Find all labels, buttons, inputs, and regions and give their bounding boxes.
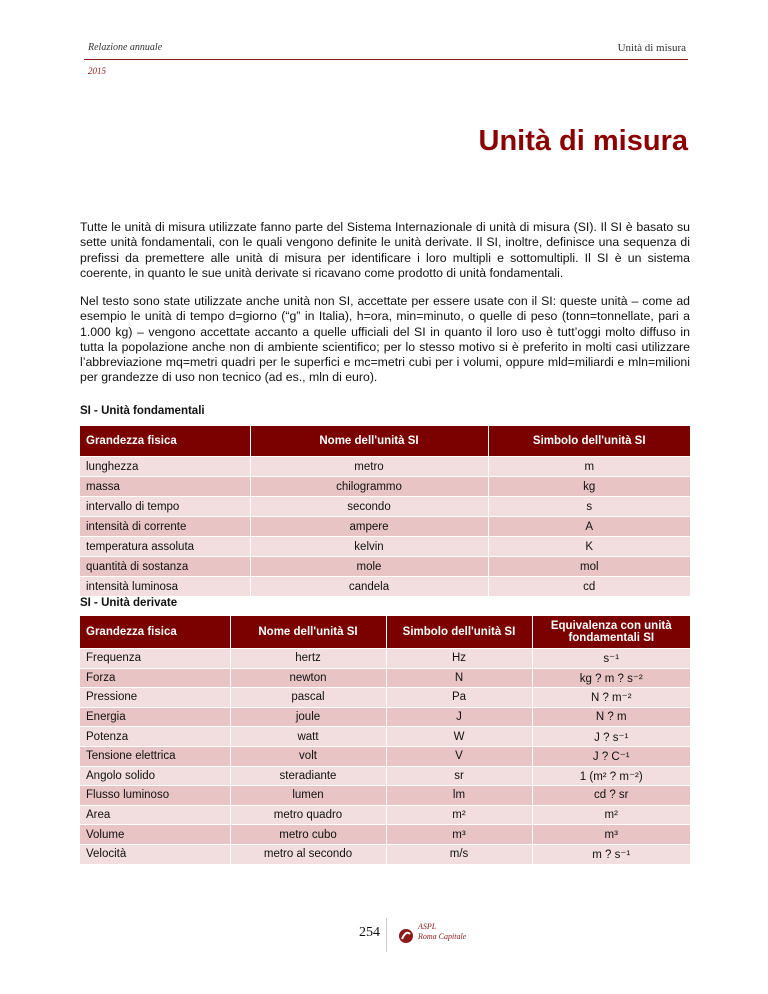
table-cell: m²: [532, 805, 690, 825]
table-cell: Frequenza: [80, 649, 230, 669]
table-cell: m³: [386, 825, 532, 845]
table-cell: A: [488, 517, 690, 537]
table-cell: Tensione elettrica: [80, 746, 230, 766]
logo-line-1: ASPL: [418, 922, 437, 931]
table-cell: metro: [250, 457, 488, 477]
table-cell: intensità di corrente: [80, 517, 250, 537]
table-cell: kelvin: [250, 537, 488, 557]
table-cell: J ? C⁻¹: [532, 746, 690, 766]
table-cell: metro cubo: [230, 825, 386, 845]
table-cell: kg ? m ? s⁻²: [532, 668, 690, 688]
table-row: [80, 517, 690, 537]
table-cell: ampere: [250, 517, 488, 537]
table-row: [80, 457, 690, 477]
column-header: Nome dell'unità SI: [230, 616, 386, 649]
table-cell: pascal: [230, 688, 386, 708]
table-cell: Pressione: [80, 688, 230, 708]
header-report-name: Relazione annuale: [88, 42, 163, 53]
table-cell: candela: [250, 577, 488, 597]
table-row: [80, 825, 690, 845]
intro-paragraph-2: Nel testo sono state utilizzate anche unità non SI, accettate per essere usate con il SI: queste unità – come ad esempio le unità di tempo d=giorno (“g” in Italia), h=ora, min=minuto, o quelle di peso (tonn=tonnellate, pari a 1.000 kg) – vengono accettate accanto a quelle ufficiali del SI in quanto il loro uso è tutt’oggi molto diffuso in tutta la popolazione anche non di ambiente scientifico; per lo stesso motivo si è preferito in molti casi utilizzare l’abbreviazione mq=metri quadri per le superfici e mc=metri cubi per i volumi, oppure mld=miliardi e mln=milioni per grandezze di uso non tecnico (ad es., mln di euro).: [80, 294, 690, 385]
table-row: [80, 477, 690, 497]
table-row: [80, 707, 690, 727]
table-cell: metro al secondo: [230, 844, 386, 863]
table-cell: sr: [386, 766, 532, 786]
fundamental-units-table: [80, 426, 690, 596]
table-cell: Pa: [386, 688, 532, 708]
table-cell: m: [488, 457, 690, 477]
table-cell: m/s: [386, 844, 532, 863]
table-cell: newton: [230, 668, 386, 688]
table-cell: Volume: [80, 825, 230, 845]
section-title-derived: SI - Unità derivate: [80, 597, 178, 609]
table-cell: metro quadro: [230, 805, 386, 825]
footer-divider: [386, 918, 387, 952]
table-row: [80, 766, 690, 786]
table-cell: m²: [386, 805, 532, 825]
table-row: [80, 688, 690, 708]
table-cell: lunghezza: [80, 457, 250, 477]
section-title-fundamental: SI - Unità fondamentali: [80, 405, 205, 417]
table-cell: joule: [230, 707, 386, 727]
column-header: Grandezza fisica: [80, 616, 230, 649]
table-cell: chilogrammo: [250, 477, 488, 497]
table-cell: volt: [230, 746, 386, 766]
derived-units-table: [80, 616, 690, 864]
header-section-name: Unità di misura: [617, 42, 686, 54]
column-header: Simbolo dell'unità SI: [386, 616, 532, 649]
table-cell: watt: [230, 727, 386, 747]
table-header-row: [80, 616, 690, 649]
table-cell: temperatura assoluta: [80, 537, 250, 557]
table-cell: kg: [488, 477, 690, 497]
table-cell: cd ? sr: [532, 786, 690, 806]
table-cell: Energia: [80, 707, 230, 727]
intro-paragraph-1: Tutte le unità di misura utilizzate fanno parte del Sistema Internazionale di unità di misura (SI). Il SI è basato su sette unità fondamentali, con le quali vengono definite le unità derivate. Il SI, inoltre, definisce una sequenza di prefissi da premettere alle unità di misura per identificare i loro multipli e sottomultipli. Il SI è un sistema coerente, in quanto le sue unità derivate si ricavano come prodotto di unità fondamentali.: [80, 220, 690, 280]
table-cell: K: [488, 537, 690, 557]
table-row: [80, 746, 690, 766]
table-cell: J ? s⁻¹: [532, 727, 690, 747]
table-cell: mol: [488, 557, 690, 577]
table-row: [80, 727, 690, 747]
table-cell: Area: [80, 805, 230, 825]
logo-line-2: Roma Capitale: [418, 932, 467, 941]
table-row: [80, 537, 690, 557]
table-cell: cd: [488, 577, 690, 597]
table-cell: lm: [386, 786, 532, 806]
table-cell: Velocità: [80, 844, 230, 863]
table-cell: 1 (m² ? m⁻²): [532, 766, 690, 786]
table-cell: J: [386, 707, 532, 727]
table-row: [80, 497, 690, 517]
column-header: Nome dell'unità SI: [250, 426, 488, 457]
table-row: [80, 668, 690, 688]
table-cell: m³: [532, 825, 690, 845]
page-title: Unità di misura: [478, 125, 688, 157]
table-cell: Angolo solido: [80, 766, 230, 786]
page-number: 254: [359, 925, 380, 940]
table-cell: massa: [80, 477, 250, 497]
aspl-logo-icon: [398, 928, 414, 944]
table-cell: mole: [250, 557, 488, 577]
table-cell: intervallo di tempo: [80, 497, 250, 517]
table-cell: Flusso luminoso: [80, 786, 230, 806]
table-cell: quantità di sostanza: [80, 557, 250, 577]
table-cell: m ? s⁻¹: [532, 844, 690, 863]
table-row: [80, 557, 690, 577]
table-cell: steradiante: [230, 766, 386, 786]
footer-logo-text: [418, 922, 466, 942]
table-header-row: [80, 426, 690, 457]
table-row: [80, 649, 690, 669]
table-cell: secondo: [250, 497, 488, 517]
table-cell: Forza: [80, 668, 230, 688]
table-cell: N ? m⁻²: [532, 688, 690, 708]
table-cell: W: [386, 727, 532, 747]
column-header: Simbolo dell'unità SI: [488, 426, 690, 457]
table-cell: N: [386, 668, 532, 688]
table-row: [80, 805, 690, 825]
table-cell: Hz: [386, 649, 532, 669]
table-cell: hertz: [230, 649, 386, 669]
table-cell: lumen: [230, 786, 386, 806]
table-row: [80, 844, 690, 863]
table-cell: N ? m: [532, 707, 690, 727]
header-divider: [84, 59, 688, 60]
table-row: [80, 577, 690, 597]
column-header: Grandezza fisica: [80, 426, 250, 457]
column-header: Equivalenza con unità fondamentali SI: [532, 616, 690, 649]
table-cell: intensità luminosa: [80, 577, 250, 597]
table-cell: s: [488, 497, 690, 517]
table-cell: s⁻¹: [532, 649, 690, 669]
header-year: 2015: [88, 66, 106, 76]
table-cell: Potenza: [80, 727, 230, 747]
table-cell: V: [386, 746, 532, 766]
table-row: [80, 786, 690, 806]
